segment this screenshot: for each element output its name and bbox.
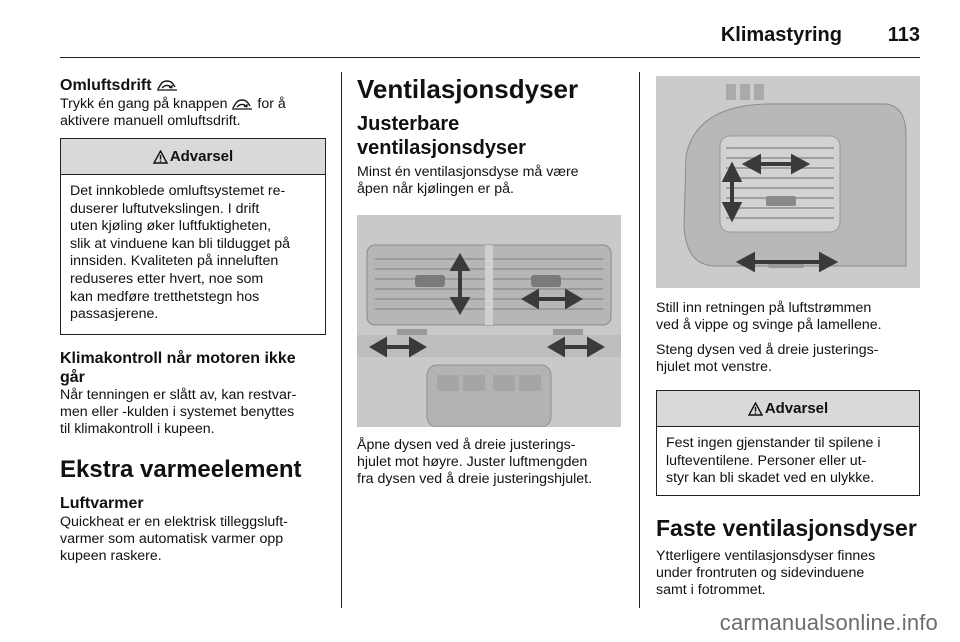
adjustable-heading-line: Justerbare [357,113,460,135]
warning1-line: Det innkoblede omluftsystemet re- [70,183,286,199]
warning1-line: innsiden. Kvaliteten på inneluften [70,253,279,270]
warning-box-2-text [657,427,919,494]
recirc-text [60,96,326,130]
warning1-line: uten kjøling øker luftfuktigheten, [70,218,272,235]
adjustable-line: Minst én ventilasjonsdyse må være [357,164,579,180]
air-heater-line: varmer som automatisk varmer opp [60,531,284,547]
warning1-line: passasjerene. [70,306,159,323]
warning2-line: styr kan bli skadet ved en ulykke. [666,470,875,487]
air-heater-text [60,514,326,565]
direction-line: ved å vippe og svinge på lamellene. [656,317,882,333]
close-vent-line: hjulet mot venstre. [656,359,772,375]
engine-off-text [60,387,326,438]
direction-text [656,300,920,334]
column-3 [656,300,920,599]
column-1 [60,70,326,565]
warning1-line: reduseres etter hvert, noe som [70,270,264,287]
column-2 [357,70,623,198]
warning1-line: kan medføre tretthetstegn hos [70,288,260,305]
close-vent-line: Steng dysen ved å dreie justerings- [656,342,879,358]
warning-box-2 [656,390,920,496]
warning-box-2-title: Advarsel [764,400,829,417]
recirc-text-part-2: for å [257,96,286,112]
air-heater-heading: Luftvarmer [60,495,144,512]
warning1-line: slik at vinduene kan bli tildugget på [70,235,291,252]
page-header [60,14,920,58]
fixed-vents-heading: Faste ventilasjonsdyser [656,515,917,541]
vents-heading: Ventilasjonsdyser [357,74,579,104]
adjustable-line: åpen når kjølingen er på. [357,181,514,197]
column-divider-1 [341,72,342,608]
column-divider-2 [639,72,640,608]
recirc-text-part-3: aktivere manuell omluftsdrift. [60,113,241,129]
fixed-vents-line: Ytterligere ventilasjonsdyser finnes [656,548,876,564]
fixed-vents-line: samt i fotrommet. [656,582,766,598]
open-vent-line: Åpne dysen ved å dreie justerings- [357,437,576,453]
warning-box-2-header [657,391,919,427]
engine-off-line: til klimakontroll i kupeen. [60,421,215,437]
extra-heater-heading: Ekstra varmeelement [60,456,302,483]
warning1-line: duserer luftutvekslingen. I drift [70,200,260,217]
side-vent-drawing [656,76,920,288]
open-vent-block [357,437,623,488]
center-vents-drawing [357,215,621,427]
fixed-vents-text [656,548,920,599]
warning2-line: Fest ingen gjenstander til spilene i [666,435,881,451]
warning-box-1-title: Advarsel [169,148,234,165]
air-heater-line: Quickheat er en elektrisk tilleggsluft- [60,514,288,530]
air-heater-line: kupeen raskere. [60,548,162,564]
recirc-heading: Omluftsdrift [60,77,152,94]
recirc-text-part-1: Trykk én gang på knappen [60,96,228,112]
recirc-heading-row [60,76,326,96]
open-vent-line: fra dysen ved å dreie justeringshjulet. [357,471,593,487]
engine-off-heading-line: går [60,369,85,386]
open-vent-line: hjulet mot høyre. Juster luftmengden [357,454,588,470]
recirculation-button-icon [231,99,253,110]
warning-box-1-header [61,139,325,175]
fixed-vents-line: under frontruten og sidevinduene [656,565,865,581]
warning-triangle-icon [748,402,763,416]
warning-box-1 [60,138,326,335]
page-number: 113 [887,24,920,46]
adjustable-heading-line: ventilasjonsdyser [357,137,526,159]
warning2-line: lufteventilene. Personer eller ut- [666,452,867,469]
warning-box-1-text [61,175,325,330]
engine-off-line: men eller -kulden i systemet benyttes [60,404,295,420]
watermark: carmanualsonline.info [719,610,938,635]
adjustable-vents-text [357,164,623,198]
center-vents-illustration [357,215,621,427]
direction-line: Still inn retningen på luftstrømmen [656,300,872,316]
side-vent-illustration [656,76,920,288]
chapter-title: Klimastyring [720,24,842,46]
warning-triangle-icon [153,150,168,164]
open-vent-text [357,437,623,488]
engine-off-line: Når tenningen er slått av, kan restvar- [60,387,297,403]
recirculation-icon [156,80,178,91]
close-vent-text [656,342,920,376]
engine-off-heading [60,349,326,387]
engine-off-heading-line: Klimakontroll når motoren ikke [60,350,296,367]
adjustable-vents-heading [357,112,623,160]
